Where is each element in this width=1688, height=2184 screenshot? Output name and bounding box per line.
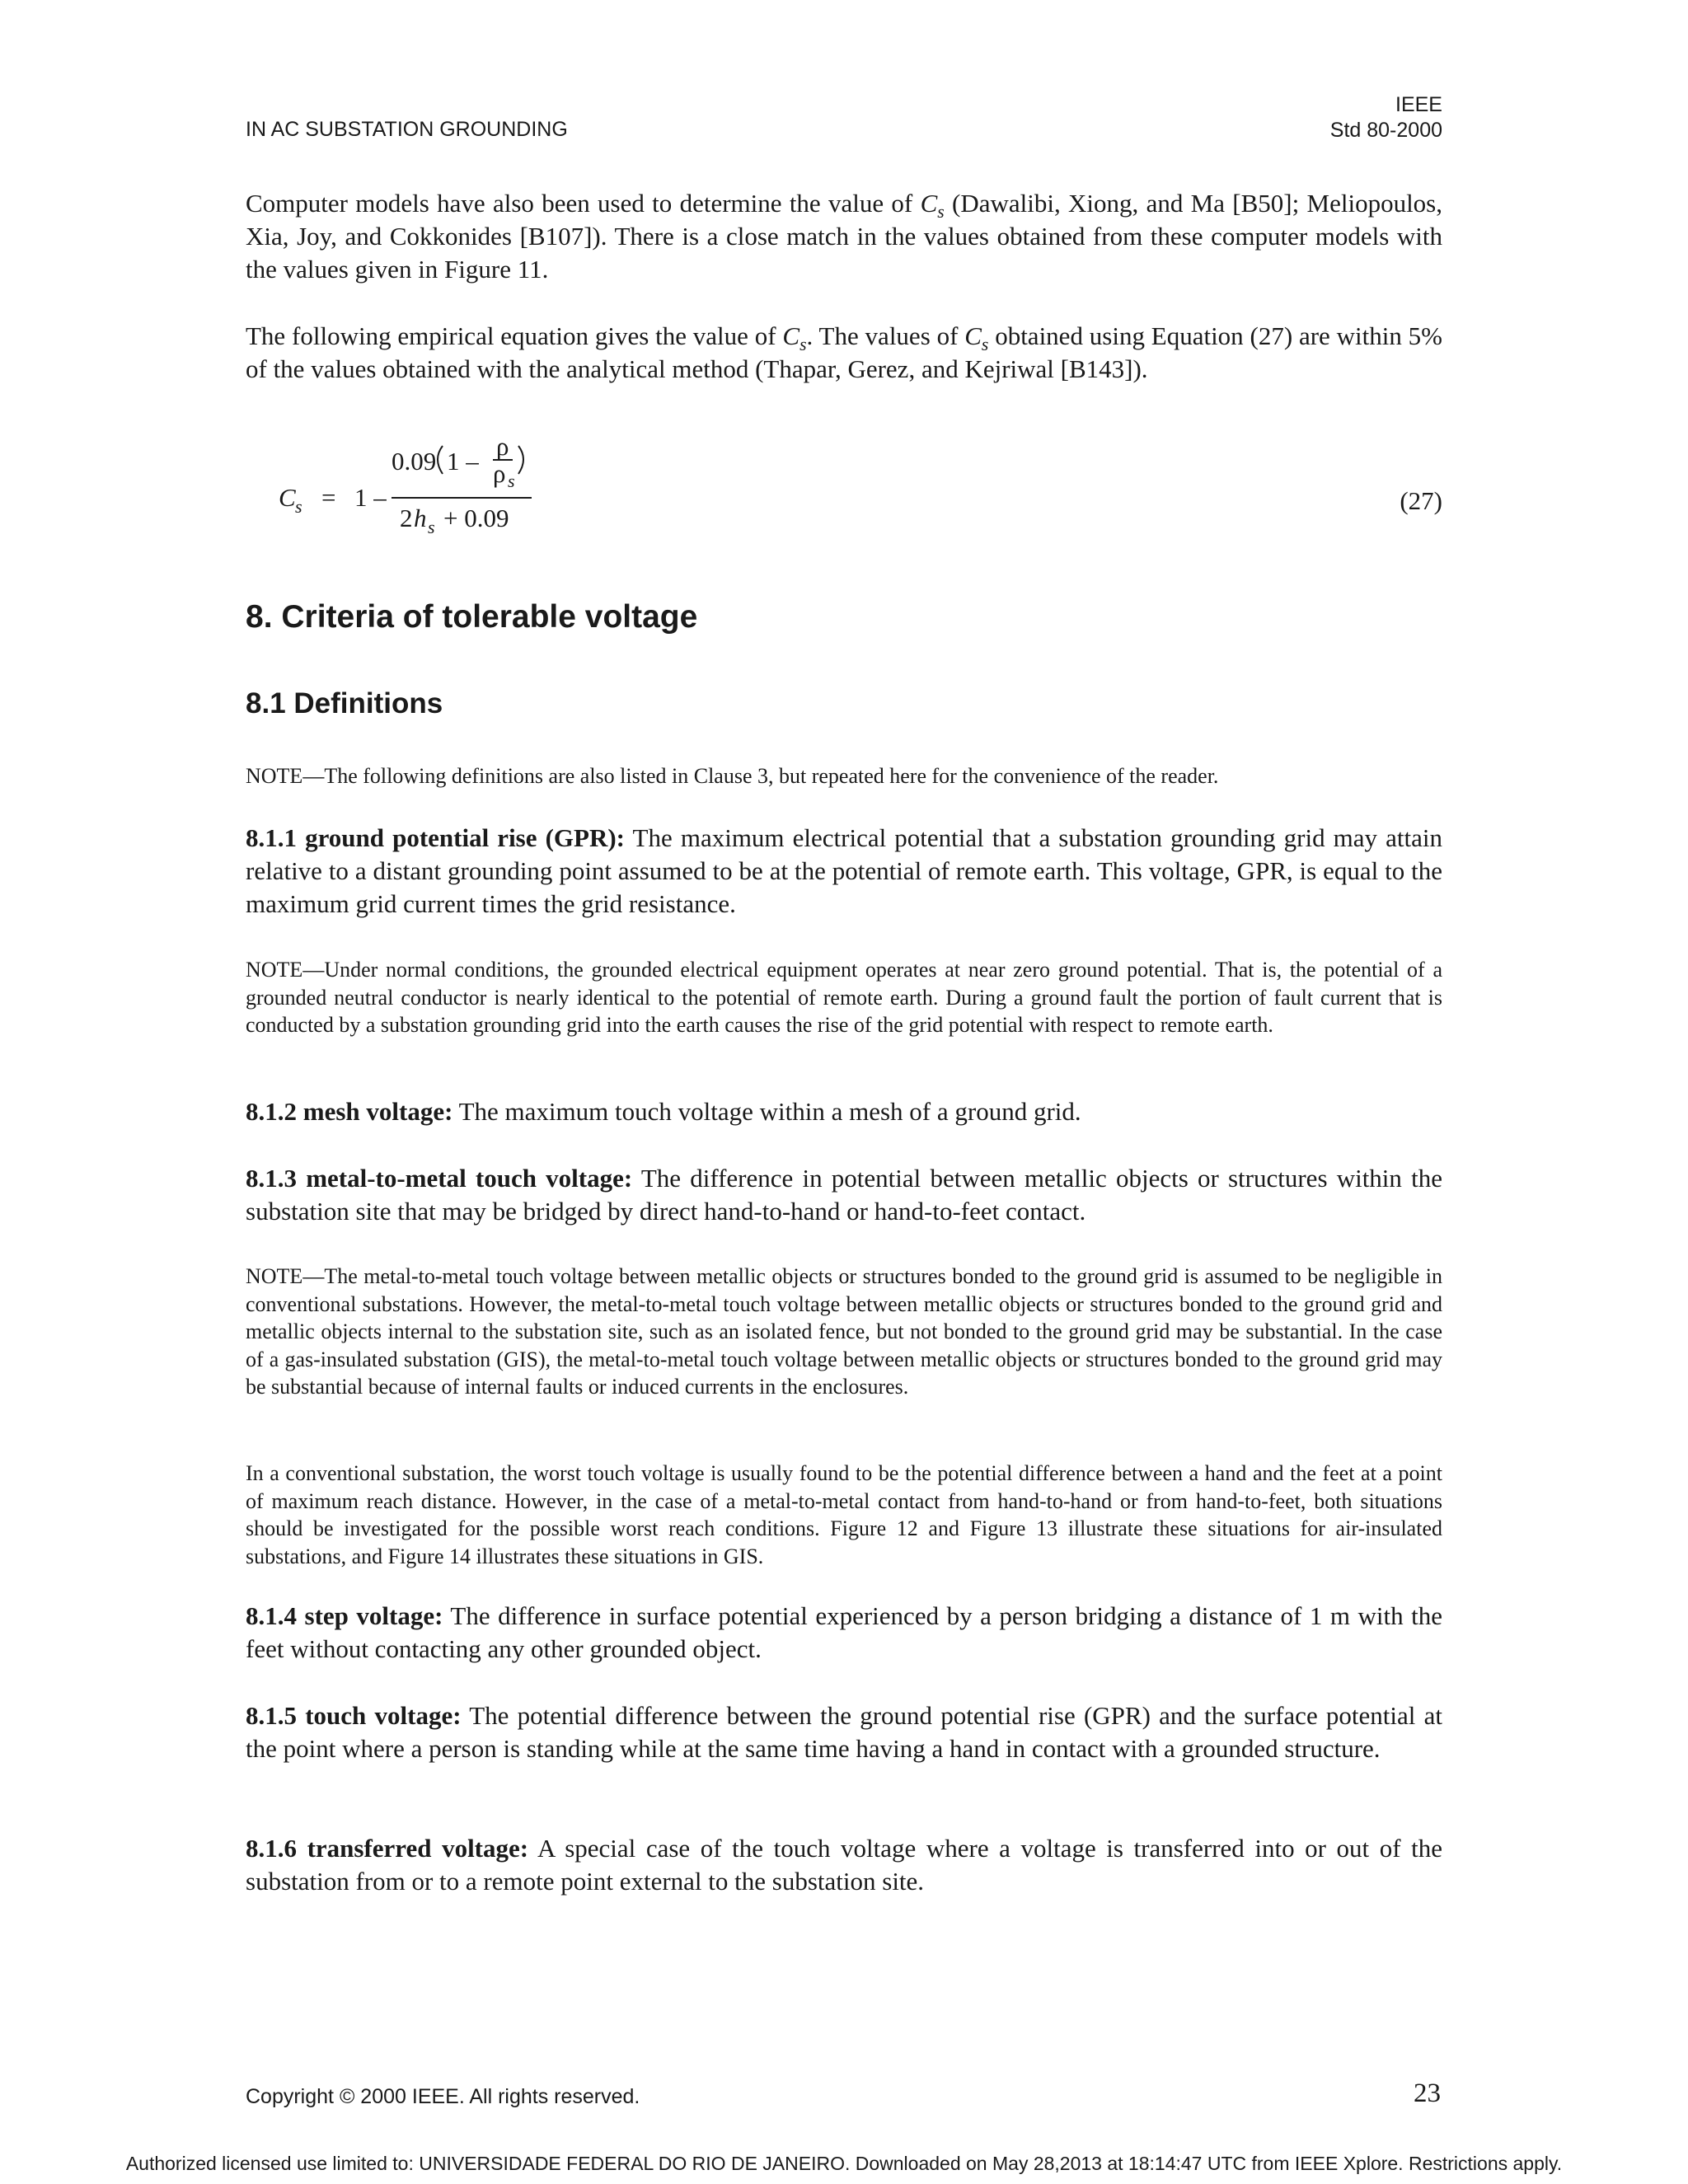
section-heading-8-1: 8.1 Definitions: [246, 687, 443, 719]
running-header-left: IN AC SUBSTATION GROUNDING: [246, 118, 568, 141]
var-c: C: [964, 321, 982, 350]
note-ground-potential: NOTE—Under normal conditions, the grounded electrical equipment operates at near zero ground potential. That is, the potential of a grounded neutral conductor is nearly identical to the potential of remote earth. During a ground fault the portion of fault current that is conducted by a substation grounding grid into the earth causes the rise of the grid potential with respect to remote earth.: [246, 958, 1442, 1037]
paragraph-empirical-equation: [246, 320, 1442, 386]
eq-lhs: C: [279, 483, 296, 512]
definition-text: The difference in surface potential experienced by a person bridging a distance of 1 m with the feet without contacting any other grounded object.: [246, 1601, 1443, 1663]
eq-rho-sub: s: [508, 471, 515, 491]
eq-den-sub: s: [428, 517, 435, 537]
definition-term: 8.1.6 transferred voltage:: [246, 1834, 529, 1863]
copyright-notice: Copyright © 2000 IEEE. All rights reserved.: [246, 2085, 640, 2108]
var-c-sub: s: [937, 202, 945, 222]
eq-num-coef: 0.09: [392, 447, 437, 476]
eq-den-two: 2: [400, 504, 413, 532]
eq-left-paren: [438, 446, 443, 474]
definition-8-1-1: [246, 822, 1442, 921]
para2-text-c: obtained using Equation (27) are within 5% of the values obtained with the analytical method (Thapar, Gerez, and Kejriwal [B143]).: [246, 321, 1443, 383]
var-c-sub: s: [981, 335, 989, 354]
definition-term: 8.1.4 step voltage:: [246, 1601, 443, 1630]
definition-term: 8.1.5 touch voltage:: [246, 1701, 462, 1730]
para1-text-a: Computer models have also been used to determine the value of: [246, 189, 921, 218]
note-definitions: NOTE—The following definitions are also listed in Clause 3, but repeated here for the convenience of the reader.: [246, 764, 1219, 788]
var-c-sub: s: [799, 335, 807, 354]
authorized-use-notice: Authorized licensed use limited to: UNIVERSIDADE FEDERAL DO RIO DE JANEIRO. Downloaded on May 28,2013 at 18:14:47 UTC from IEEE Xplore. Restrictions apply.: [125, 2153, 1563, 2174]
eq-equals: =: [321, 483, 336, 512]
definition-term: 8.1.2 mesh voltage:: [246, 1097, 453, 1126]
header-ieee: IEEE: [1395, 93, 1442, 116]
definition-8-1-4: [246, 1600, 1442, 1666]
page-number: 23: [1414, 2079, 1441, 2108]
eq-lhs-sub: s: [295, 496, 302, 517]
note-metal-to-metal: NOTE—The metal-to-metal touch voltage between metallic objects or structures bonded to the ground grid is assumed to be negligible in conventional substations. However, the metal-to-metal touch voltage between metallic objects or structures bonded to the ground grid and metallic objects internal to the substation site, such as an isolated fence, but not bonded to the ground grid may be substantial. In the case of a gas-insulated substation (GIS), the metal-to-metal touch voltage between metallic objects or structures bonded to the ground grid may be substantial because of internal faults or induced currents in the enclosures.: [246, 1264, 1442, 1399]
eq-one-minus: 1 –: [354, 483, 387, 512]
definition-text: The maximum touch voltage within a mesh of a ground grid.: [452, 1097, 1081, 1126]
definition-text: A special case of the touch voltage where a voltage is transferred into or out of the substation from or to a remote point external to the substation site.: [246, 1834, 1442, 1896]
paragraph-conventional-substation: In a conventional substation, the worst touch voltage is usually found to be the potential difference between a hand and the feet at a point of maximum reach distance. However, in the case of a metal-to-metal contact from hand-to-hand or from hand-to-feet, both situations should be investigated for the possible worst reach conditions. Figure 12 and Figure 13 illustrate these situations for air-insulated substations, and Figure 14 illustrates these situations in GIS.: [246, 1461, 1442, 1568]
eq-right-paren: [518, 446, 523, 474]
para2-text-b: . The values of: [806, 321, 965, 350]
definition-text: The potential difference between the ground potential rise (GPR) and the surface potential at the point where a person is standing while at the same time having a hand in contact with a grounded structure.: [246, 1701, 1442, 1763]
var-c: C: [920, 189, 938, 218]
para2-text-a: The following empirical equation gives the value of: [246, 321, 783, 350]
definition-text: The maximum electrical potential that a substation grounding grid may attain relative to a distant grounding point assumed to be at the potential of remote earth. This voltage, GPR, is equal to the maximum grid current times the grid resistance.: [246, 823, 1442, 918]
definition-8-1-5: [246, 1699, 1442, 1765]
eq-den-rest: + 0.09: [443, 504, 509, 532]
eq-num-one-minus: 1 –: [447, 447, 479, 476]
definition-8-1-6: [246, 1832, 1442, 1898]
definition-text: The difference in potential between metallic objects or structures within the substation site that may be bridged by direct hand-to-hand or hand-to-feet contact.: [246, 1164, 1442, 1226]
definition-8-1-3: [246, 1162, 1442, 1228]
definition-term: 8.1.1 ground potential rise (GPR):: [246, 823, 626, 852]
definition-term: 8.1.3 metal-to-metal touch voltage:: [246, 1164, 633, 1193]
var-c: C: [782, 321, 800, 350]
paragraph-computer-models: [246, 187, 1442, 286]
definition-8-1-2: [246, 1095, 1442, 1128]
section-heading-8: 8. Criteria of tolerable voltage: [246, 599, 698, 635]
eq-rho-top: ρ: [496, 433, 509, 461]
eq-rho-bottom: ρ: [493, 459, 506, 488]
equation-27: [272, 433, 1442, 544]
eq-den-h: h: [414, 504, 427, 532]
running-header-right: [1330, 92, 1442, 143]
header-std-number: Std 80-2000: [1329, 119, 1442, 142]
para1-text-b: (Dawalibi, Xiong, and Ma [B50]; Meliopoulos, Xia, Joy, and Cokkonides [B107]). There is a close match in the values obtained from these computer models with the values given in Figure 11.: [246, 189, 1442, 284]
equation-number: (27): [1400, 486, 1442, 515]
